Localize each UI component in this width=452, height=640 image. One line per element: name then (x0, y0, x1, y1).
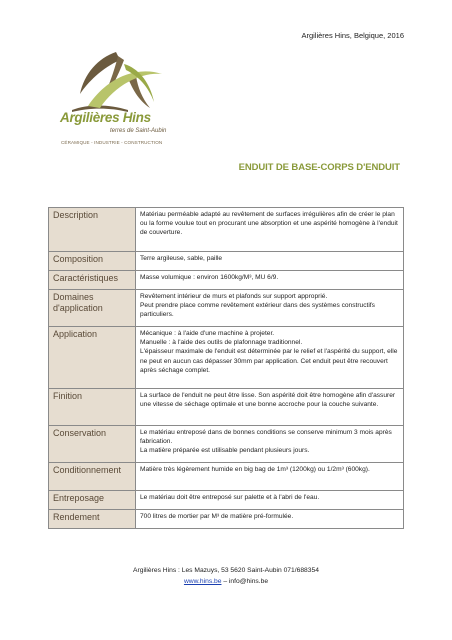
footer-contact (0, 576, 452, 587)
spec-row-content (136, 290, 404, 327)
website-link[interactable]: www.hins.be (183, 578, 222, 585)
spec-row-label: Description (49, 208, 136, 252)
company-logo (58, 48, 180, 160)
email-text: info@hins.be (228, 578, 269, 585)
spec-row-line: Terre argileuse, sable, paille (140, 255, 223, 262)
spec-row-content (136, 252, 404, 271)
spec-row (49, 463, 404, 491)
spec-row (49, 290, 404, 327)
spec-row-label: Conservation (49, 426, 136, 463)
spec-row-content (136, 491, 404, 510)
spec-row-line: La surface de l'enduit ne peut être lisse. Son aspérité doit être homogène afin d'assurer une vitesse de séchage optimale et une bonne accroche pour la couche suivante. (140, 392, 396, 409)
spec-row-line: Manuelle : à l'aide des outils de plafonnage traditionnel. (140, 339, 303, 347)
spec-row-line: Matériau perméable adapté au revêtement de surfaces irrégulières afin de créer le plan ou la forme voulue tout en procurant une absorption et une aspérité homogène à l'enduit de couverture. (140, 211, 398, 237)
spec-row-line: Le matériau entreposé dans de bonnes conditions se conserve minimum 3 mois après fabrication. (140, 429, 392, 446)
spec-row-line: Revêtement intérieur de murs et plafonds sur support approprié. (140, 293, 328, 300)
spec-row-label: Conditionnement (49, 463, 136, 491)
spec-row-label: Entreposage (49, 491, 136, 510)
logo-brand-text: Argilières Hins (60, 110, 151, 125)
spec-row (49, 252, 404, 271)
spec-row (49, 327, 404, 389)
spec-row-label: Finition (49, 389, 136, 426)
spec-row-label: Composition (49, 252, 136, 271)
spec-row-label: Application (49, 327, 136, 389)
spec-table (48, 207, 404, 529)
spec-row-line: La matière préparée est utilisable pendant plusieurs jours. (140, 447, 310, 455)
logo-emblem-icon (58, 48, 180, 118)
spec-row-line: L'épaisseur maximale de l'enduit est déterminée par le relief et l'aspérité du support, elle ne peut en aucun cas dépasser 30mm par application. Cet enduit peut être recouvert après séchage complet. (140, 348, 398, 374)
logo-subbrand-text: terres de Saint-Aubin (110, 128, 167, 134)
spec-row-line: 700 litres de mortier par M³ de matière pré-formulée. (140, 513, 294, 520)
spec-table-body (49, 208, 404, 529)
spec-row (49, 491, 404, 510)
spec-row-line: Matière très légèrement humide en big bag de 1m³ (1200kg) ou 1/2m³ (600kg). (140, 466, 370, 473)
spec-row-content (136, 327, 404, 389)
spec-row (49, 271, 404, 290)
spec-row (49, 426, 404, 463)
footer-address: Argilières Hins : Les Mazuys, 53 5620 Saint-Aubin 071/688354 (133, 567, 319, 574)
logo-tagline: CÉRAMIQUE - INDUSTRIE - CONSTRUCTION (61, 140, 163, 145)
spec-row-content (136, 389, 404, 426)
spec-row-label: Caractéristiques (49, 271, 136, 290)
spec-row-line: Le matériau doit être entreposé sur palette et à l'abri de l'eau. (140, 494, 320, 501)
spec-row-content (136, 510, 404, 529)
spec-row-line: Mécanique : à l'aide d'une machine à projeter. (140, 330, 275, 337)
spec-row (49, 389, 404, 426)
spec-row-label: Domaines d'application (49, 290, 136, 327)
spec-row (49, 208, 404, 252)
spec-row-content (136, 463, 404, 491)
footer (0, 565, 452, 587)
spec-row-content (136, 208, 404, 252)
spec-row-content (136, 426, 404, 463)
spec-row (49, 510, 404, 529)
spec-row-content (136, 271, 404, 290)
spec-row-label: Rendement (49, 510, 136, 529)
header-company-line: Argilières Hins, Belgique, 2016 (301, 31, 404, 40)
spec-row-line: Peut prendre place comme revêtement extérieur dans des systèmes constructifs particuliers. (140, 302, 375, 319)
document-title: ENDUIT DE BASE-CORPS D'ENDUIT (238, 162, 400, 173)
spec-row-line: Masse volumique : environ 1600kg/M³, MU 6/9. (140, 274, 279, 281)
footer-separator: – (221, 578, 229, 585)
